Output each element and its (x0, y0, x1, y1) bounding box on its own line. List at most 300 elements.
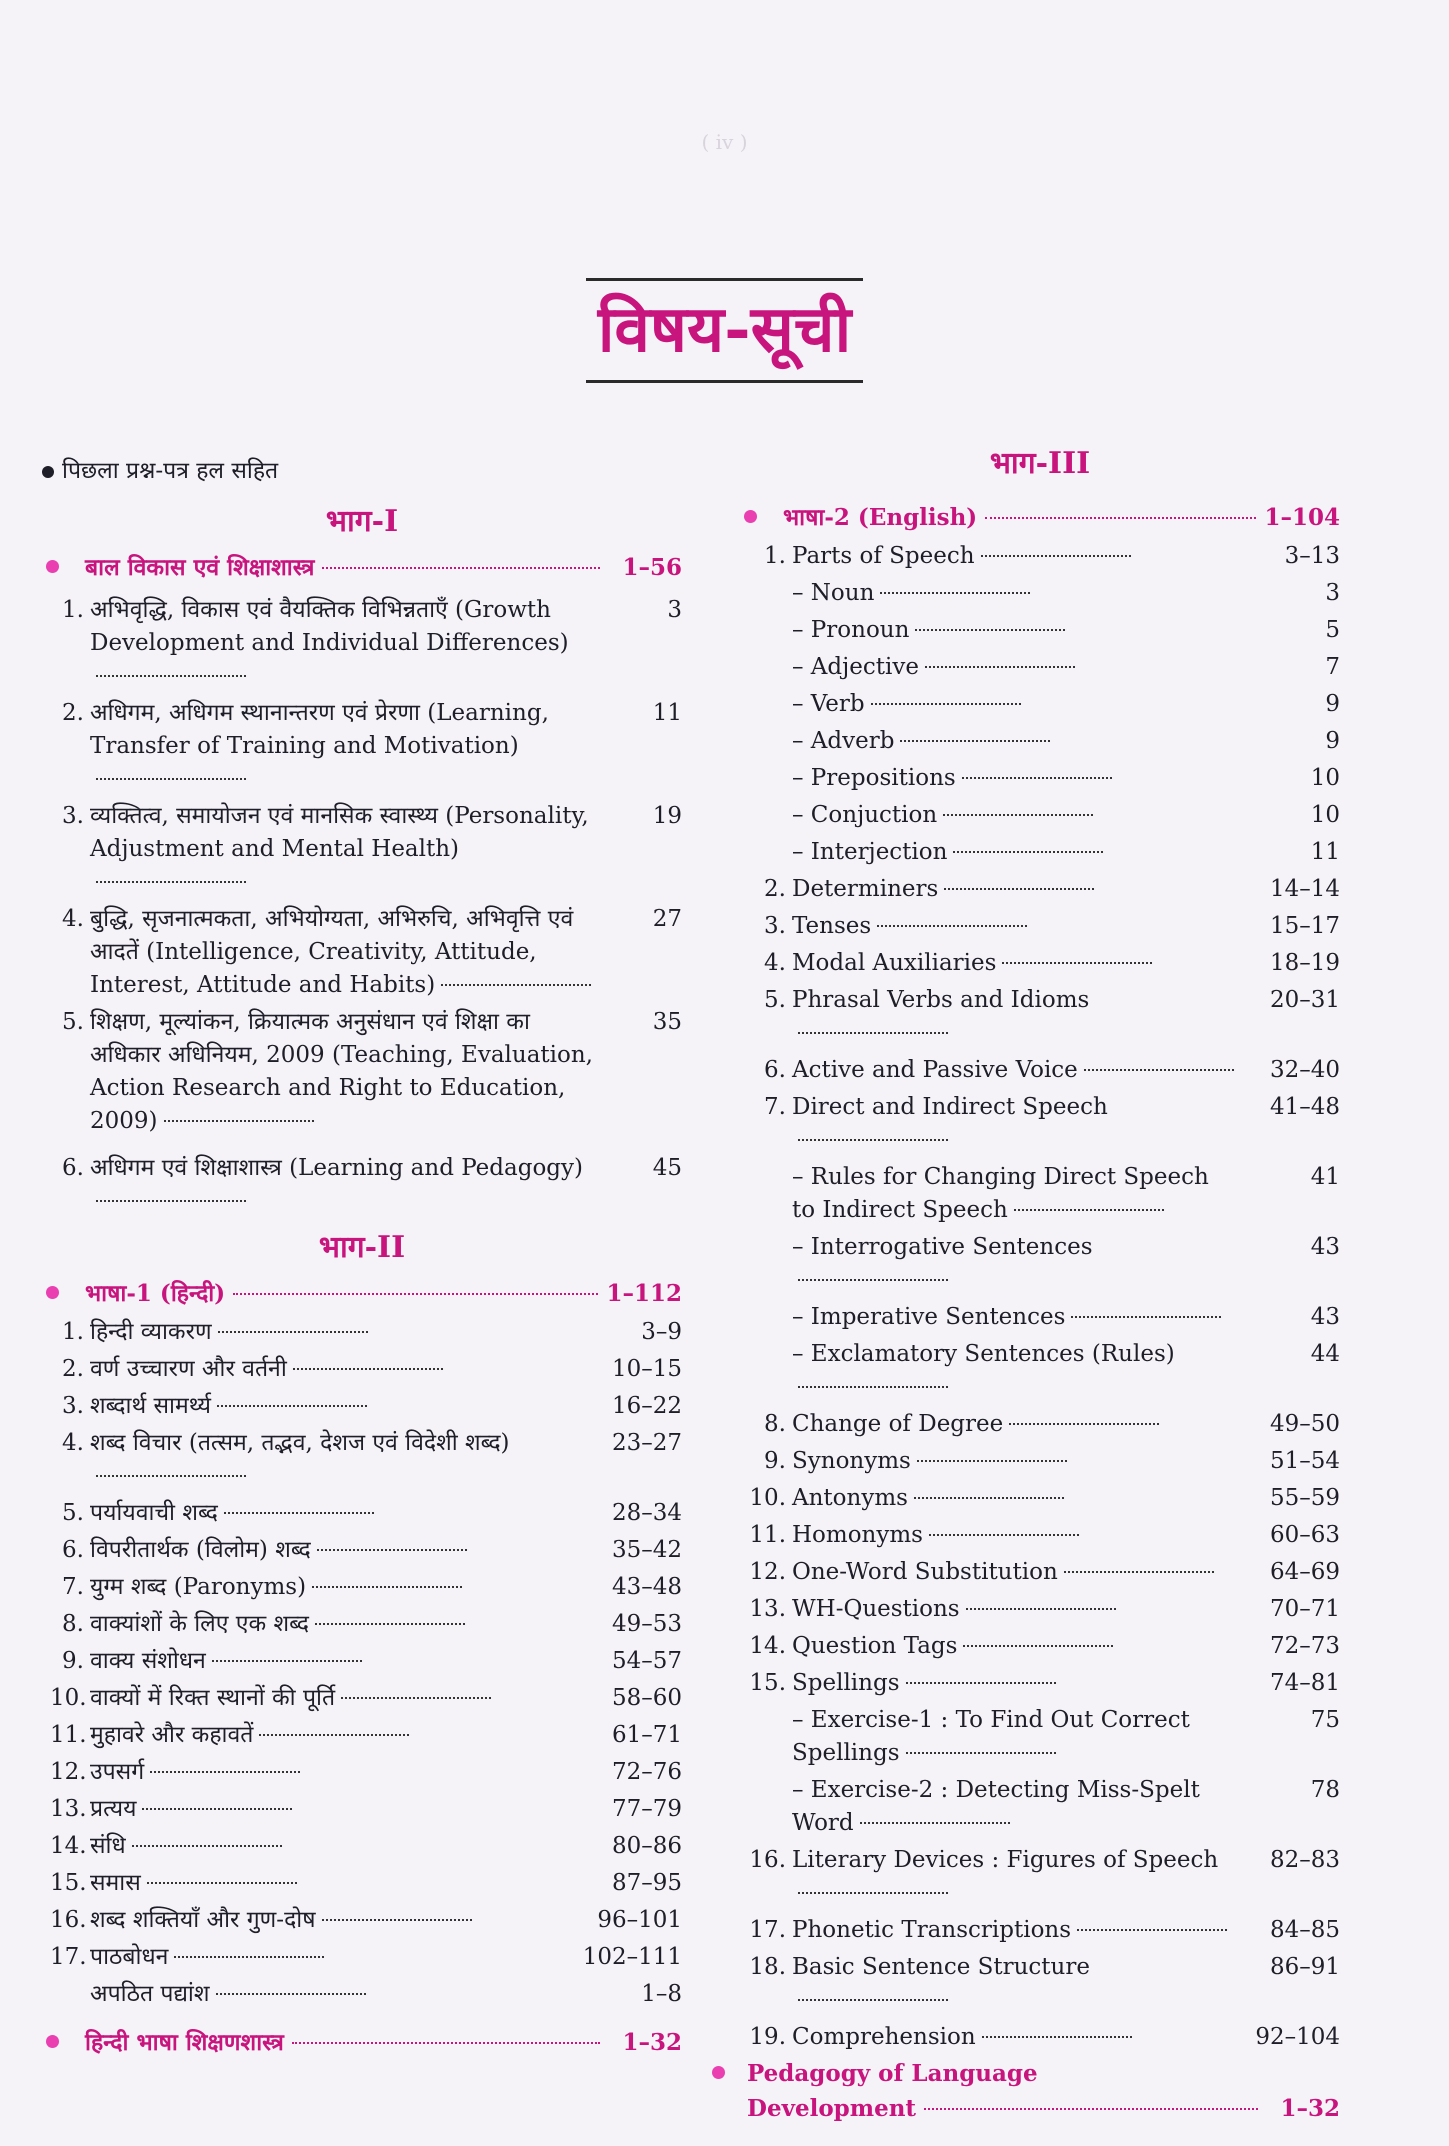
entry-pages: 102–111 (582, 1944, 682, 1970)
entry-pages: 51–54 (1269, 1448, 1340, 1474)
entry-pages: 58–60 (611, 1685, 682, 1711)
toc-entry[interactable] (42, 901, 682, 1004)
toc-entry[interactable] (740, 1628, 1340, 1665)
dot-leader (925, 666, 1075, 668)
toc-subentry[interactable] (740, 1336, 1340, 1406)
toc-entry[interactable] (740, 1517, 1340, 1554)
dot-leader (259, 1734, 409, 1736)
entry-number: 8. (764, 1411, 786, 1437)
dot-leader (943, 814, 1093, 816)
entry-pages: 28–34 (611, 1500, 682, 1526)
dot-leader (906, 1752, 1056, 1754)
toc-entry[interactable] (42, 1791, 682, 1828)
entry-pages: 78 (1310, 1777, 1340, 1803)
entry-title: – Interrogative Sentences (792, 1231, 1236, 1297)
toc-entry[interactable] (740, 871, 1340, 908)
dot-leader (96, 778, 246, 780)
toc-subentry[interactable] (740, 575, 1340, 612)
dot-leader (915, 629, 1065, 631)
entry-title: अधिगम, अधिगम स्थानान्तरण एवं प्रेरणा (Learning, Transfer of Training and Motivation) (90, 697, 594, 796)
dot-leader (212, 1660, 362, 1662)
entry-pages: 9 (1325, 728, 1340, 754)
dot-leader (132, 1845, 282, 1847)
entry-number: 13. (749, 1596, 786, 1622)
toc-entry[interactable] (740, 538, 1340, 575)
entry-title: वाक्यांशों के लिए एक शब्द (90, 1608, 594, 1641)
entry-pages: 35–42 (611, 1537, 682, 1563)
dot-leader (217, 1405, 367, 1407)
entry-pages: 10 (1310, 802, 1340, 828)
entry-title: संधि (90, 1830, 594, 1863)
entry-number: 7. (764, 1094, 786, 1120)
toc-entry[interactable] (740, 1665, 1340, 1702)
entry-title: पर्यायवाची शब्द (90, 1497, 594, 1530)
toc-entry[interactable] (42, 1939, 682, 1976)
dot-leader (317, 1549, 467, 1551)
entry-number: 4. (62, 1430, 84, 1456)
entry-title: अभिवृद्धि, विकास एवं वैयक्तिक विभिन्नताएँ (Growth Development and Individual Differences) (90, 594, 594, 693)
entry-title: शब्द विचार (तत्सम, तद्भव, देशज एवं विदेशी शब्द) (90, 1427, 594, 1493)
entry-number: 14. (50, 1833, 87, 1859)
dot-leader (880, 592, 1030, 594)
entry-title: शब्दार्थ सामर्थ्य (90, 1390, 594, 1423)
toc-entry[interactable] (740, 1842, 1340, 1912)
page-title: विषय-सूची (586, 278, 863, 383)
entry-pages: 92–104 (1255, 2024, 1340, 2050)
entry-pages: 27 (652, 906, 682, 932)
toc-subentry[interactable] (740, 686, 1340, 723)
entry-pages: 35 (652, 1009, 682, 1035)
toc-section-english[interactable] (740, 498, 1340, 538)
toc-subentry[interactable] (740, 1772, 1340, 1842)
dot-leader (953, 851, 1103, 853)
entry-number: 14. (749, 1633, 786, 1659)
entry-pages: 11 (652, 700, 682, 726)
toc-section-child-development[interactable] (42, 548, 682, 588)
entry-pages: 3–13 (1284, 543, 1340, 569)
toc-subentry[interactable] (740, 649, 1340, 686)
toc-entry[interactable] (42, 1425, 682, 1495)
dot-leader (293, 1368, 443, 1370)
entry-pages: 75 (1310, 1707, 1340, 1733)
entry-number: 4. (764, 950, 786, 976)
entry-title: Tenses (792, 910, 1236, 943)
dot-leader (174, 1956, 324, 1958)
toc-entry[interactable] (42, 1717, 682, 1754)
dot-leader (96, 1475, 246, 1477)
entry-pages: 20–31 (1269, 987, 1340, 1013)
dot-leader (142, 1808, 292, 1810)
toc-entry[interactable] (42, 1150, 682, 1220)
entry-number: 1. (764, 543, 786, 569)
entry-title: Modal Auxiliaries (792, 947, 1236, 980)
entry-pages: 55–59 (1269, 1485, 1340, 1511)
toc-subentry[interactable] (740, 1299, 1340, 1336)
entry-number: 10. (749, 1485, 786, 1511)
dot-leader (1064, 1571, 1214, 1573)
dot-leader (147, 1882, 297, 1884)
entry-title: समास (90, 1867, 594, 1900)
toc-entry[interactable] (740, 982, 1340, 1052)
entry-number: 9. (764, 1448, 786, 1474)
toc-entry[interactable] (42, 592, 682, 695)
dot-leader (963, 1645, 1113, 1647)
dot-leader (877, 925, 1027, 927)
entry-pages: 60–63 (1269, 1522, 1340, 1548)
toc-entry[interactable] (42, 1351, 682, 1388)
entry-pages: 74–81 (1269, 1670, 1340, 1696)
section-title-line1: Pedagogy of Language (747, 2060, 1038, 2087)
entry-pages: 84–85 (1269, 1917, 1340, 1943)
entry-pages: 18–19 (1269, 950, 1340, 976)
entry-pages: 77–79 (611, 1796, 682, 1822)
dot-leader (798, 1032, 948, 1034)
entry-number: 19. (749, 2024, 786, 2050)
entry-title: – Exercise-2 : Detecting Miss-Spelt Word (792, 1777, 1200, 1836)
entry-pages: 70–71 (1269, 1596, 1340, 1622)
entry-title: – Verb (792, 688, 1236, 721)
toc-entry[interactable] (42, 1754, 682, 1791)
note-text: पिछला प्रश्न-पत्र हल सहित (62, 458, 279, 484)
entry-pages: 23–27 (611, 1430, 682, 1456)
dot-leader (985, 517, 1256, 519)
entry-pages: 3 (667, 597, 682, 623)
dot-leader (315, 1623, 465, 1625)
entry-number: 5. (764, 987, 786, 1013)
toc-entry[interactable] (42, 695, 682, 798)
entry-title: – Interjection (792, 836, 1236, 869)
entry-pages: 1–8 (641, 1981, 682, 2007)
entry-title: Homonyms (792, 1519, 1236, 1552)
entry-title: – Rules for Changing Direct Speech to Indirect Speech (792, 1164, 1209, 1223)
part2-heading: भाग-II (318, 1230, 406, 1265)
section-title: भाषा-1 (हिन्दी) (85, 1280, 226, 1307)
dot-leader (798, 1386, 948, 1388)
toc-entry[interactable] (740, 1406, 1340, 1443)
entry-number: 8. (62, 1611, 84, 1637)
entry-pages: 11 (1310, 839, 1340, 865)
toc-entry[interactable] (42, 1865, 682, 1902)
entry-title: व्यक्तित्व, समायोजन एवं मानसिक स्वास्थ्य (Personality, Adjustment and Mental Health) (90, 800, 594, 899)
entry-pages: 49–53 (611, 1611, 682, 1637)
toc-entry[interactable] (740, 1554, 1340, 1591)
dot-leader (312, 1586, 462, 1588)
dot-leader (1002, 962, 1152, 964)
entry-title: Determiners (792, 873, 1236, 906)
entry-title: वाक्यों में रिक्त स्थानों की पूर्ति (90, 1682, 594, 1715)
entry-title: Change of Degree (792, 1408, 1236, 1441)
entry-title: अधिगम एवं शिक्षाशास्त्र (Learning and Pedagogy) (90, 1152, 594, 1218)
bullet-icon (46, 1286, 59, 1299)
entry-pages: 16–22 (611, 1393, 682, 1419)
entry-title: उपसर्ग (90, 1756, 594, 1789)
toc-subentry[interactable] (740, 612, 1340, 649)
entry-title: विपरीतार्थक (विलोम) शब्द (90, 1534, 594, 1567)
entry-title: Basic Sentence Structure (792, 1951, 1236, 2017)
toc-subentry[interactable] (740, 1159, 1340, 1229)
entry-title: वाक्य संशोधन (90, 1645, 594, 1678)
toc-subentry[interactable] (740, 1702, 1340, 1772)
dot-leader (1014, 1209, 1164, 1211)
entry-number: 6. (62, 1537, 84, 1563)
entry-pages: 3–9 (641, 1319, 682, 1345)
dot-leader (341, 1697, 491, 1699)
entry-title: Question Tags (792, 1630, 1236, 1663)
toc-section-language-pedagogy[interactable] (746, 2056, 1340, 2126)
entry-number: 1. (62, 1319, 84, 1345)
entry-title: Active and Passive Voice (792, 1054, 1236, 1087)
entry-title: – Imperative Sentences (792, 1301, 1236, 1334)
section-pages: 1–56 (622, 554, 682, 581)
toc-entry[interactable] (740, 945, 1340, 982)
dot-leader (233, 1293, 598, 1295)
entry-pages: 10 (1310, 765, 1340, 791)
toc-entry[interactable] (42, 1828, 682, 1865)
section-pages: 1–112 (606, 1280, 682, 1307)
toc-subentry[interactable] (740, 723, 1340, 760)
entry-title: मुहावरे और कहावतें (90, 1719, 594, 1752)
toc-subentry[interactable] (740, 797, 1340, 834)
entry-title: – Adjective (792, 651, 1236, 684)
entry-title: – Exercise-1 : To Find Out Correct Spellings (792, 1707, 1190, 1766)
toc-entry[interactable] (42, 1388, 682, 1425)
dot-leader (962, 777, 1112, 779)
entry-title: प्रत्यय (90, 1793, 594, 1826)
toc-section-hindi[interactable] (42, 1274, 682, 1314)
entry-title: One-Word Substitution (792, 1556, 1236, 1589)
entry-number: 12. (749, 1559, 786, 1585)
entry-number: 11. (749, 1522, 786, 1548)
bullet-icon (46, 2035, 59, 2048)
dot-leader (150, 1771, 300, 1773)
toc-entry[interactable] (42, 1569, 682, 1606)
entry-pages: 49–50 (1269, 1411, 1340, 1437)
toc-entry[interactable] (42, 1532, 682, 1569)
toc-entry[interactable] (42, 1902, 682, 1939)
dot-leader (798, 1999, 948, 2001)
section-pages: 1–32 (622, 2029, 682, 2056)
toc-entry[interactable] (740, 2019, 1340, 2056)
entry-number: 13. (50, 1796, 87, 1822)
dot-leader (982, 2036, 1132, 2038)
dot-leader (1084, 1069, 1234, 1071)
toc-entry[interactable] (42, 1606, 682, 1643)
dot-leader (292, 2042, 600, 2044)
entry-number: 18. (749, 1954, 786, 1980)
entry-pages: 87–95 (611, 1870, 682, 1896)
entry-pages: 61–71 (611, 1722, 682, 1748)
toc-subentry[interactable] (740, 1229, 1340, 1299)
dot-leader (1077, 1929, 1227, 1931)
dot-leader (798, 1279, 948, 1281)
entry-number: 6. (62, 1155, 84, 1181)
entry-pages: 3 (1325, 580, 1340, 606)
entry-pages: 43 (1310, 1304, 1340, 1330)
dot-leader (322, 567, 600, 569)
entry-pages: 19 (652, 803, 682, 829)
entry-number: 2. (764, 876, 786, 902)
entry-title: Phrasal Verbs and Idioms (792, 984, 1236, 1050)
bullet-icon (744, 510, 757, 523)
entry-pages: 43 (1310, 1234, 1340, 1260)
section-title: बाल विकास एवं शिक्षाशास्त्र (85, 554, 315, 581)
entry-number: 11. (50, 1722, 87, 1748)
entry-pages: 54–57 (611, 1648, 682, 1674)
entry-pages: 14–14 (1269, 876, 1340, 902)
entry-title: अपठित पद्यांश (90, 1978, 594, 2011)
dot-leader (924, 2108, 1258, 2110)
page-number-mark: ( iv ) (701, 130, 748, 154)
previous-paper-note (42, 448, 682, 494)
toc-entry[interactable] (740, 1480, 1340, 1517)
toc-entry[interactable] (740, 1591, 1340, 1628)
entry-number: 15. (749, 1670, 786, 1696)
entry-number: 3. (764, 913, 786, 939)
toc-section-hindi-pedagogy[interactable] (42, 2023, 682, 2063)
dot-leader (966, 1608, 1116, 1610)
entry-number: 5. (62, 1500, 84, 1526)
toc-entry[interactable] (42, 1976, 682, 2013)
entry-number: 15. (50, 1870, 87, 1896)
entry-pages: 64–69 (1269, 1559, 1340, 1585)
entry-title: Phonetic Transcriptions (792, 1914, 1236, 1947)
dot-leader (798, 1892, 948, 1894)
entry-title: WH-Questions (792, 1593, 1236, 1626)
toc-entry[interactable] (42, 1314, 682, 1351)
dot-leader (96, 675, 246, 677)
entry-number: 2. (62, 1356, 84, 1382)
entry-title: – Conjuction (792, 799, 1236, 832)
section-title: भाषा-2 (English) (783, 504, 978, 531)
entry-pages: 15–17 (1269, 913, 1340, 939)
entry-title: शब्द शक्तियाँ और गुण-दोष (90, 1904, 589, 1937)
dot-leader (906, 1682, 1056, 1684)
dot-leader (224, 1512, 374, 1514)
dot-leader (900, 740, 1050, 742)
entry-pages: 9 (1325, 691, 1340, 717)
toc-entry[interactable] (42, 1495, 682, 1532)
entry-number: 10. (50, 1685, 87, 1711)
entry-title: वर्ण उच्चारण और वर्तनी (90, 1353, 594, 1386)
bullet-icon (46, 560, 59, 573)
entry-pages: 82–83 (1269, 1847, 1340, 1873)
left-column (42, 448, 682, 2063)
dot-leader (96, 881, 246, 883)
entry-pages: 72–76 (611, 1759, 682, 1785)
entry-number: 12. (50, 1759, 87, 1785)
dot-leader (164, 1120, 314, 1122)
toc-entry[interactable] (740, 1089, 1340, 1159)
entry-title: – Pronoun (792, 614, 1236, 647)
entry-title: Parts of Speech (792, 540, 1236, 573)
entry-number: 16. (749, 1847, 786, 1873)
toc-subentry[interactable] (740, 760, 1340, 797)
entry-number: 3. (62, 803, 84, 829)
dot-leader (981, 555, 1131, 557)
entry-number: 6. (764, 1057, 786, 1083)
dot-leader (944, 888, 1094, 890)
entry-number: 17. (50, 1944, 87, 1970)
entry-pages: 7 (1325, 654, 1340, 680)
dot-leader (914, 1497, 1064, 1499)
section-title-line2: Development (747, 2095, 917, 2122)
entry-title: Synonyms (792, 1445, 1236, 1478)
entry-title: Literary Devices : Figures of Speech (792, 1844, 1236, 1910)
entry-title: हिन्दी व्याकरण (90, 1316, 594, 1349)
dot-leader (1071, 1316, 1221, 1318)
toc-entry[interactable] (42, 1004, 682, 1140)
entry-number: 4. (62, 906, 84, 932)
dot-leader (96, 1200, 246, 1202)
entry-pages: 86–91 (1269, 1954, 1340, 1980)
entry-pages: 45 (652, 1155, 682, 1181)
entry-pages: 5 (1325, 617, 1340, 643)
dot-leader (929, 1534, 1079, 1536)
entry-title: Comprehension (792, 2021, 1236, 2054)
entry-pages: 41 (1310, 1164, 1340, 1190)
entry-pages: 32–40 (1269, 1057, 1340, 1083)
entry-title: पाठबोधन (90, 1941, 575, 1974)
part1-heading: भाग-I (325, 504, 399, 539)
entry-pages: 44 (1310, 1341, 1340, 1367)
dot-leader (871, 703, 1021, 705)
entry-title: बुद्धि, सृजनात्मकता, अभियोग्यता, अभिरुचि, अभिवृत्ति एवं आदतें (Intelligence, Creativity, Attitude, Interest, Attitude and Habits) (90, 903, 594, 1002)
title-block (0, 278, 1449, 383)
toc-entry[interactable] (42, 798, 682, 901)
dot-leader (322, 1919, 472, 1921)
right-column (740, 448, 1340, 2126)
entry-number: 1. (62, 597, 84, 623)
toc-entry[interactable] (740, 1443, 1340, 1480)
dot-leader (216, 1993, 366, 1995)
entry-title: शिक्षण, मूल्यांकन, क्रियात्मक अनुसंधान एवं शिक्षा का अधिकार अधिनियम, 2009 (Teaching, Evaluation, Action Research and Right to Education, 2009) (90, 1009, 593, 1134)
toc-entry[interactable] (740, 1949, 1340, 2019)
dot-leader (218, 1331, 368, 1333)
entry-title: Direct and Indirect Speech (792, 1091, 1236, 1157)
entry-title: – Noun (792, 577, 1236, 610)
toc-subentry[interactable] (740, 834, 1340, 871)
toc-entry[interactable] (42, 1643, 682, 1680)
dot-leader (441, 984, 591, 986)
entry-title: Spellings (792, 1667, 1236, 1700)
toc-entry[interactable] (42, 1680, 682, 1717)
bullet-icon (42, 466, 54, 478)
dot-leader (860, 1822, 1010, 1824)
entry-title: – Prepositions (792, 762, 1236, 795)
toc-entry[interactable] (740, 1052, 1340, 1089)
entry-pages: 96–101 (597, 1907, 682, 1933)
entry-title: – Adverb (792, 725, 1236, 758)
entry-pages: 72–73 (1269, 1633, 1340, 1659)
toc-entry[interactable] (740, 1912, 1340, 1949)
entry-title: – Exclamatory Sentences (Rules) (792, 1338, 1236, 1404)
dot-leader (798, 1139, 948, 1141)
entry-number: 17. (749, 1917, 786, 1943)
entry-pages: 80–86 (611, 1833, 682, 1859)
entry-number: 3. (62, 1393, 84, 1419)
toc-entry[interactable] (740, 908, 1340, 945)
bullet-icon (712, 2066, 725, 2079)
entry-pages: 41–48 (1269, 1094, 1340, 1120)
part3-heading: भाग-III (989, 446, 1091, 481)
entry-number: 2. (62, 700, 84, 726)
dot-leader (1009, 1423, 1159, 1425)
section-pages: 1–104 (1264, 504, 1340, 531)
entry-number: 7. (62, 1574, 84, 1600)
entry-number: 5. (62, 1009, 84, 1035)
entry-title: Antonyms (792, 1482, 1236, 1515)
entry-title: युग्म शब्द (Paronyms) (90, 1571, 594, 1604)
